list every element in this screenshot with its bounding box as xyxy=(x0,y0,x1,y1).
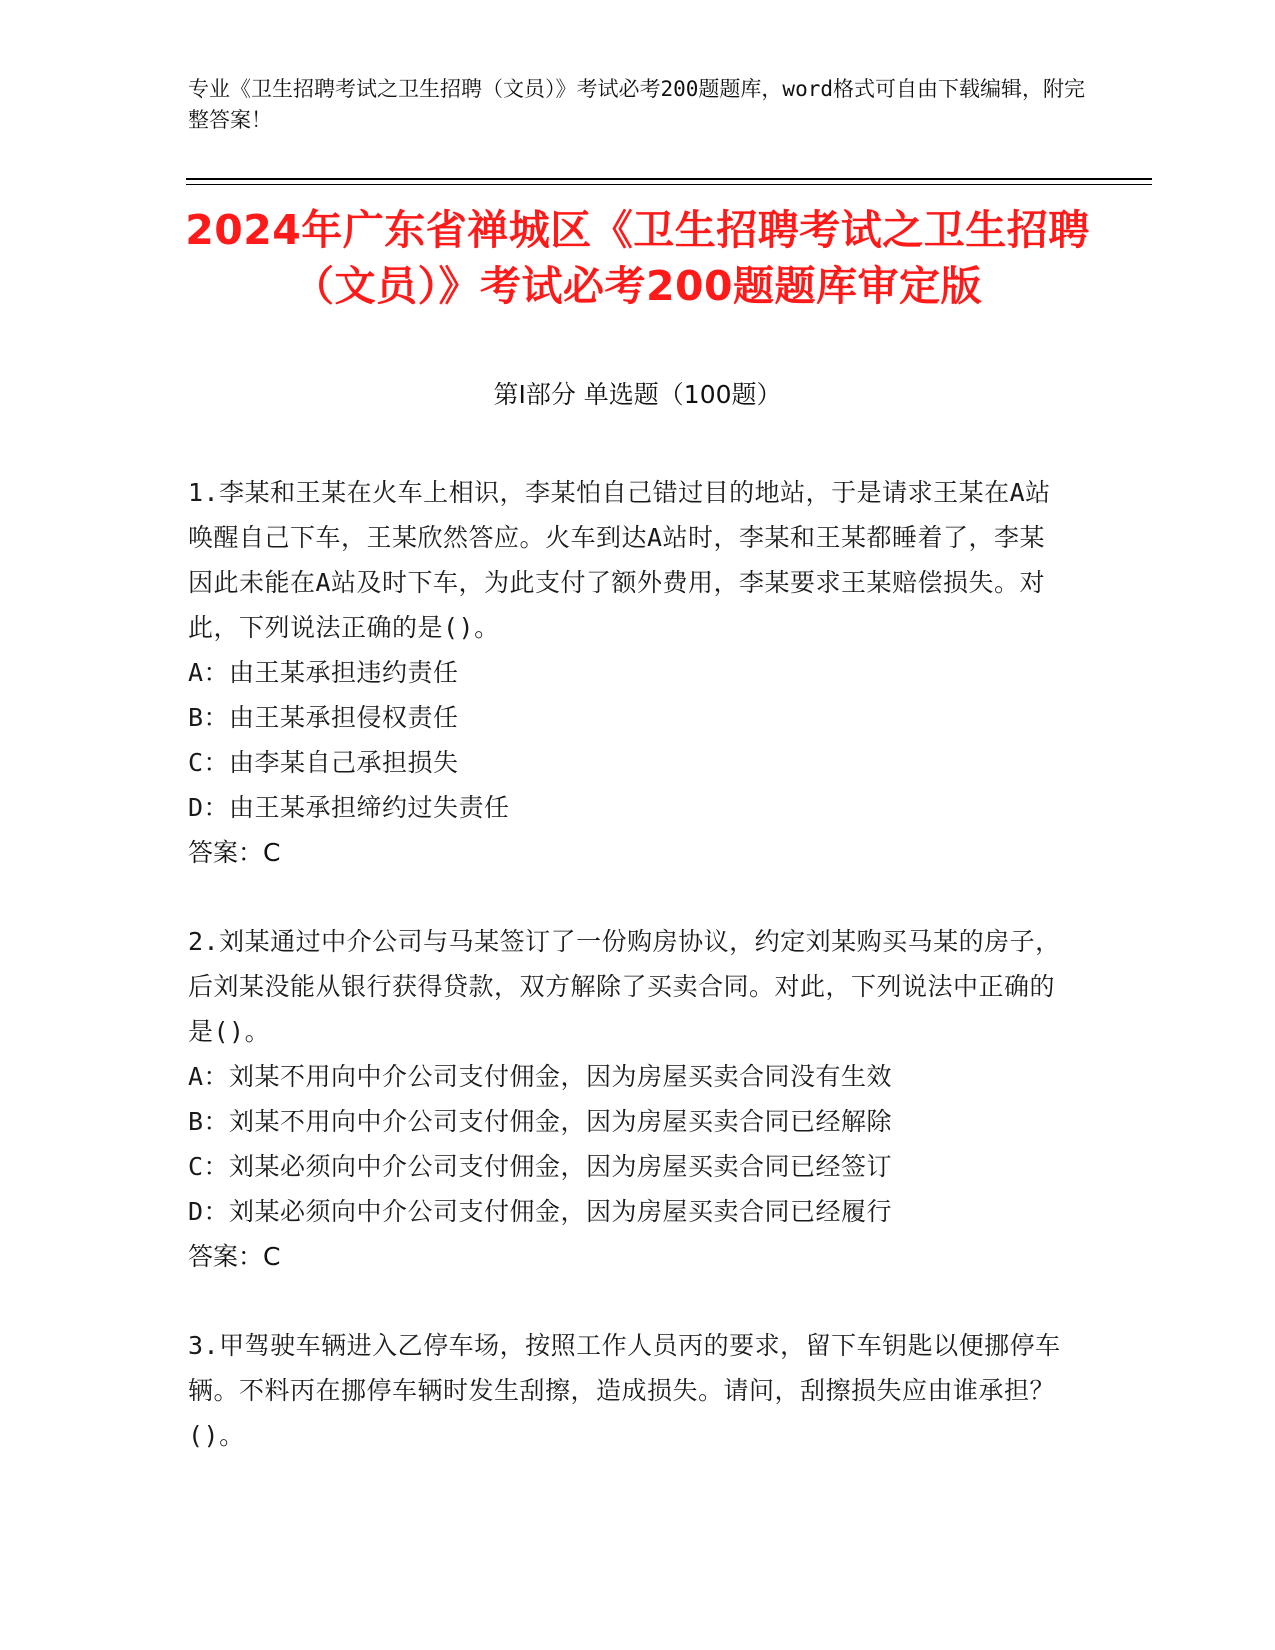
question-stem: 1.李某和王某在火车上相识，李某怕自己错过目的地站，于是请求王某在A站唤醒自己下车，王某欣然答应。火车到达A站时，李某和王某都睡着了，李某因此未能在A站及时下车，为此支付了额外费用，李某要求王某赔偿损失。对此，下列说法正确的是()。 xyxy=(188,478,1051,642)
answer: 答案：C xyxy=(188,838,281,867)
header-divider-thin xyxy=(186,184,1152,185)
option-a: A：刘某不用向中介公司支付佣金，因为房屋买卖合同没有生效 xyxy=(188,1062,893,1091)
option-c: C：刘某必须向中介公司支付佣金，因为房屋买卖合同已经签订 xyxy=(188,1152,893,1181)
document-title: 2024年广东省禅城区《卫生招聘考试之卫生招聘（文员）》考试必考200题题库审定版 xyxy=(185,206,1090,310)
question-list xyxy=(188,470,1068,1502)
section-title: 第Ⅰ部分 单选题（100题） xyxy=(493,380,782,409)
option-b: B：刘某不用向中介公司支付佣金，因为房屋买卖合同已经解除 xyxy=(188,1107,893,1136)
header-note: 专业《卫生招聘考试之卫生招聘（文员）》考试必考200题题库，word格式可自由下载编辑，附完整答案！ xyxy=(188,77,1085,132)
question-stem: 3.甲驾驶车辆进入乙停车场，按照工作人员丙的要求，留下车钥匙以便挪停车辆。不料丙在挪停车辆时发生刮擦，造成损失。请问，刮擦损失应由谁承担？()。 xyxy=(188,1331,1061,1450)
question-1 xyxy=(188,470,1068,875)
question-3 xyxy=(188,1323,1068,1458)
question-stem: 2.刘某通过中介公司与马某签订了一份购房协议，约定刘某购买马某的房子，后刘某没能从银行获得贷款，双方解除了买卖合同。对此，下列说法中正确的是()。 xyxy=(188,927,1061,1046)
option-b: B：由王某承担侵权责任 xyxy=(188,703,459,732)
option-c: C：由李某自己承担损失 xyxy=(188,748,459,777)
option-d: D：由王某承担缔约过失责任 xyxy=(188,793,510,822)
option-d: D：刘某必须向中介公司支付佣金，因为房屋买卖合同已经履行 xyxy=(188,1197,893,1226)
answer: 答案：C xyxy=(188,1242,281,1271)
option-a: A：由王某承担违约责任 xyxy=(188,658,459,687)
header-divider-thick xyxy=(186,178,1152,180)
question-2 xyxy=(188,919,1068,1279)
